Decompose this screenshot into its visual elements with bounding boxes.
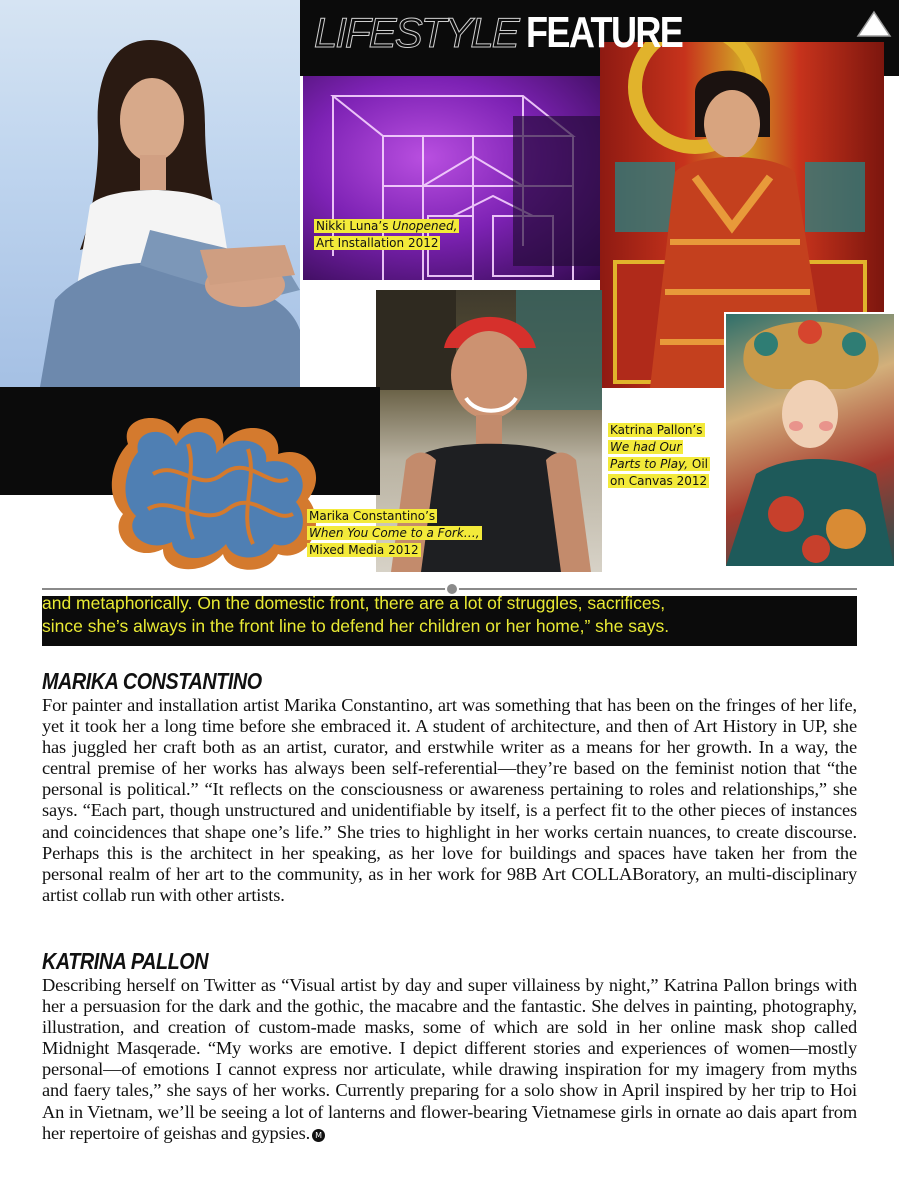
photo-collage [0, 0, 899, 590]
quote-line-2: since she’s always in the front line to defend her children or her home,” she says. [42, 616, 670, 636]
caption-pallon-title: We had Our Parts to Play, [610, 440, 689, 471]
heading-katrina-pallon: KATRINA PALLON [42, 948, 209, 974]
heading-marika-constantino: MARIKA CONSTANTINO [42, 668, 262, 694]
caption-pallon-rest: Oil on Canvas 2012 [610, 457, 709, 488]
scroll-up-button[interactable] [856, 10, 892, 38]
pull-quote [42, 596, 857, 646]
triangle-up-icon [856, 10, 892, 38]
caption-luna-prefix: Nikki Luna’s [316, 219, 393, 233]
divider-ornament [445, 582, 459, 596]
quote-line-1: and metaphorically. On the domestic front, there are a lot of struggles, sacrifices, [42, 596, 666, 613]
photo-nikki-luna [0, 0, 300, 387]
masthead-feature: FEATURE [525, 8, 682, 57]
caption-luna-title: Unopened, [392, 219, 458, 233]
caption-constantino-title: When You Come to a Fork…, [309, 526, 480, 540]
caption-constantino-prefix: Marika Constantino’s [309, 509, 436, 523]
caption-luna-rest: Art Installation 2012 [316, 236, 439, 250]
body-marika-constantino: For painter and installation artist Marika Constantino, art was something that has been on the fringes of her life, yet it took her a long time before she embraced it. A student of architecture, and then of Art History in UP, she has juggled her craft both as an artist, curator, and erstwhile writer as a means for her growth. In a way, the central premise of her works has always been self-referential—they’re based on the feminist notion that “the personal is political.” “It reflects on the consciousness or awareness pertaining to roles and relationships,” she says. “Each part, though unstructured and unidentifiable by itself, is a perfect fit to the other pieces of instances and coincidences that shape one’s life.” She tries to highlight in her works certain nuances, to create discourse. Perhaps this is the architect in her speaking, as her love for buildings and spaces have taken her from the personal realm of her art to the community, as in her work for 98B Art COLLABoratory, an multi-disciplinary artist collab run with other artists. [42, 695, 857, 905]
masthead-lifestyle: LIFESTYLE [314, 9, 518, 56]
body-katrina-pallon [42, 975, 857, 1144]
caption-nikki-luna [314, 218, 504, 252]
caption-pallon-prefix: Katrina Pallon’s [610, 423, 703, 437]
caption-katrina-pallon [608, 422, 712, 490]
caption-constantino-rest: Mixed Media 2012 [309, 543, 419, 557]
end-mark-icon: M [312, 1129, 325, 1142]
section-masthead [314, 8, 716, 64]
painting-we-had-our-parts-to-play [724, 312, 896, 568]
caption-marika-constantino [307, 508, 507, 559]
body-katrina-text: Describing herself on Twitter as “Visual artist by day and super villainess by night,” Katrina Pallon brings with her a persuasion for the dark and the gothic, the macabre and the fantastic. She delves in painting, photography, illustration, and creation of custom-made masks, some of which are sold in her online mask shop called Midnight Masqerade. “My works are emotive. I depict different stories and experiences of women—mostly personal—of emotions I cannot express nor articulate, while drawing inspiration for my imagery from myths and faery tales,” she says of her works. Currently preparing for a solo show in April inspired by her trip to Hoi An in Vietnam, we’ll be seeing a lot of lanterns and flower-bearing Vietnamese girls in ornate ao dais apart from her repertoire of geishas and gypsies. [42, 975, 857, 1143]
sculpture-when-you-come-to-a-fork [108, 404, 334, 576]
